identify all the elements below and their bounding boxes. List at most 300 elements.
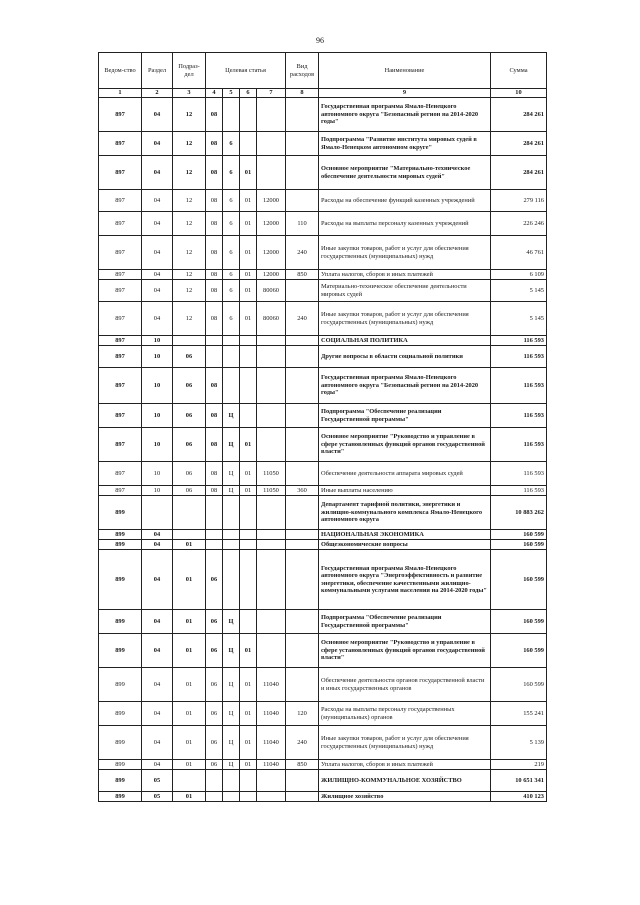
cell-podrazdel: 06: [173, 486, 206, 496]
cell-vid-rashodov: 120: [286, 702, 319, 726]
cell-celevaya-4: [257, 336, 286, 346]
cell-vid-rashodov: 360: [286, 486, 319, 496]
cell-vedomstvo: 899: [99, 550, 142, 610]
header-celevaya-statya: Целевая статья: [206, 53, 286, 89]
cell-celevaya-1: [206, 346, 223, 368]
cell-summa: 284 261: [491, 98, 547, 132]
cell-celevaya-4: [257, 156, 286, 190]
cell-naimenovanie: Государственная программа Ямало-Ненецкого автономного округа "Энергоэффективность и развитие энергетики, обеспечение качественными жилищно-коммунальными услугами населения на 2014-2020 годы": [319, 550, 491, 610]
cell-vedomstvo: 899: [99, 540, 142, 550]
cell-celevaya-3: 01: [240, 486, 257, 496]
cell-celevaya-3: [240, 336, 257, 346]
cell-vid-rashodov: [286, 550, 319, 610]
cell-naimenovanie: Государственная программа Ямало-Ненецкого автономного округа "Безопасный регион на 2014-2020 годы": [319, 368, 491, 404]
column-index: 4: [206, 89, 223, 98]
cell-celevaya-1: 08: [206, 156, 223, 190]
cell-summa: 160 599: [491, 530, 547, 540]
cell-vid-rashodov: [286, 770, 319, 792]
cell-celevaya-4: [257, 404, 286, 428]
header-vedomstvo: Ведом-ство: [99, 53, 142, 89]
cell-celevaya-3: [240, 98, 257, 132]
cell-vid-rashodov: [286, 634, 319, 668]
table-row: [99, 792, 547, 802]
cell-naimenovanie: Обеспечение деятельности органов государственной власти и иных государственных органов: [319, 668, 491, 702]
cell-celevaya-3: [240, 770, 257, 792]
cell-vid-rashodov: [286, 496, 319, 530]
cell-celevaya-3: 01: [240, 280, 257, 302]
cell-celevaya-4: [257, 496, 286, 530]
cell-celevaya-4: [257, 792, 286, 802]
cell-naimenovanie: Жилищное хозяйство: [319, 792, 491, 802]
cell-podrazdel: 12: [173, 132, 206, 156]
cell-podrazdel: [173, 336, 206, 346]
cell-celevaya-3: 01: [240, 270, 257, 280]
column-index: 1: [99, 89, 142, 98]
cell-celevaya-2: Ц: [223, 428, 240, 462]
cell-naimenovanie: Обеспечение деятельности аппарата мировых судей: [319, 462, 491, 486]
cell-vid-rashodov: [286, 530, 319, 540]
cell-podrazdel: 12: [173, 212, 206, 236]
cell-naimenovanie: Расходы на обеспечение функций казенных учреждений: [319, 190, 491, 212]
cell-naimenovanie: НАЦИОНАЛЬНАЯ ЭКОНОМИКА: [319, 530, 491, 540]
column-index: 3: [173, 89, 206, 98]
cell-vedomstvo: 897: [99, 346, 142, 368]
cell-celevaya-1: 08: [206, 428, 223, 462]
table-row: [99, 540, 547, 550]
cell-celevaya-2: 6: [223, 156, 240, 190]
cell-vid-rashodov: 240: [286, 302, 319, 336]
cell-vid-rashodov: [286, 540, 319, 550]
cell-vedomstvo: 897: [99, 302, 142, 336]
cell-vid-rashodov: [286, 792, 319, 802]
cell-summa: 6 109: [491, 270, 547, 280]
cell-celevaya-2: [223, 550, 240, 610]
cell-naimenovanie: Общеэкономические вопросы: [319, 540, 491, 550]
cell-celevaya-2: Ц: [223, 702, 240, 726]
cell-vedomstvo: 897: [99, 236, 142, 270]
cell-summa: 160 599: [491, 634, 547, 668]
cell-celevaya-1: [206, 496, 223, 530]
cell-podrazdel: 12: [173, 302, 206, 336]
cell-vedomstvo: 897: [99, 212, 142, 236]
cell-celevaya-4: [257, 540, 286, 550]
table-row: [99, 634, 547, 668]
column-index: 8: [286, 89, 319, 98]
cell-podrazdel: 06: [173, 404, 206, 428]
cell-podrazdel: 06: [173, 368, 206, 404]
cell-celevaya-2: Ц: [223, 634, 240, 668]
cell-podrazdel: [173, 496, 206, 530]
cell-naimenovanie: Иные выплаты населению: [319, 486, 491, 496]
column-index: 6: [240, 89, 257, 98]
cell-celevaya-4: 12000: [257, 190, 286, 212]
cell-celevaya-4: 12000: [257, 270, 286, 280]
page-number: 96: [316, 36, 324, 45]
table-row: [99, 270, 547, 280]
cell-celevaya-3: 01: [240, 702, 257, 726]
table-row: [99, 610, 547, 634]
cell-naimenovanie: Уплата налогов, сборов и иных платежей: [319, 270, 491, 280]
cell-razdel: 10: [142, 428, 173, 462]
cell-vedomstvo: 897: [99, 280, 142, 302]
table-row: [99, 702, 547, 726]
table-row: [99, 302, 547, 336]
cell-vid-rashodov: [286, 610, 319, 634]
cell-vedomstvo: 897: [99, 462, 142, 486]
cell-podrazdel: 12: [173, 270, 206, 280]
cell-naimenovanie: Государственная программа Ямало-Ненецкого автономного округа "Безопасный регион на 2014-2020 годы": [319, 98, 491, 132]
cell-summa: 5 145: [491, 302, 547, 336]
cell-celevaya-1: 08: [206, 404, 223, 428]
cell-razdel: 04: [142, 302, 173, 336]
cell-summa: 116 593: [491, 486, 547, 496]
cell-podrazdel: 12: [173, 280, 206, 302]
cell-vid-rashodov: [286, 190, 319, 212]
cell-celevaya-1: 08: [206, 212, 223, 236]
cell-razdel: 04: [142, 280, 173, 302]
cell-celevaya-2: [223, 496, 240, 530]
cell-razdel: 04: [142, 530, 173, 540]
cell-razdel: 10: [142, 462, 173, 486]
cell-summa: 46 761: [491, 236, 547, 270]
cell-vid-rashodov: [286, 462, 319, 486]
cell-celevaya-2: 6: [223, 302, 240, 336]
cell-naimenovanie: Расходы на выплаты персоналу казенных учреждений: [319, 212, 491, 236]
cell-naimenovanie: Иные закупки товаров, работ и услуг для обеспечения государственных (муниципальных) нужд: [319, 236, 491, 270]
cell-summa: 410 123: [491, 792, 547, 802]
cell-naimenovanie: Другие вопросы в области социальной политики: [319, 346, 491, 368]
cell-razdel: 04: [142, 702, 173, 726]
cell-summa: 160 599: [491, 610, 547, 634]
table-row: [99, 132, 547, 156]
cell-celevaya-3: [240, 132, 257, 156]
cell-celevaya-3: [240, 368, 257, 404]
header-summa: Сумма: [491, 53, 547, 89]
cell-celevaya-1: 06: [206, 726, 223, 760]
cell-naimenovanie: ЖИЛИЩНО-КОММУНАЛЬНОЕ ХОЗЯЙСТВО: [319, 770, 491, 792]
cell-podrazdel: 01: [173, 760, 206, 770]
table-row: [99, 428, 547, 462]
cell-vedomstvo: 897: [99, 486, 142, 496]
column-index: 7: [257, 89, 286, 98]
cell-celevaya-2: Ц: [223, 486, 240, 496]
cell-naimenovanie: Подпрограмма "Развитие института мировых судей в Ямало-Ненецком автономном округе": [319, 132, 491, 156]
cell-razdel: 04: [142, 132, 173, 156]
cell-celevaya-3: [240, 540, 257, 550]
cell-vid-rashodov: [286, 428, 319, 462]
column-index: 10: [491, 89, 547, 98]
table-row: [99, 726, 547, 760]
table-row: [99, 550, 547, 610]
cell-podrazdel: 01: [173, 668, 206, 702]
cell-naimenovanie: Подпрограмма "Обеспечение реализации Государственной программы": [319, 404, 491, 428]
cell-celevaya-2: Ц: [223, 726, 240, 760]
column-index: 5: [223, 89, 240, 98]
cell-razdel: 04: [142, 236, 173, 270]
cell-vid-rashodov: [286, 346, 319, 368]
cell-vedomstvo: 897: [99, 190, 142, 212]
cell-celevaya-2: [223, 530, 240, 540]
cell-razdel: 04: [142, 668, 173, 702]
cell-summa: 284 261: [491, 132, 547, 156]
budget-table: [98, 52, 547, 802]
cell-vedomstvo: 899: [99, 496, 142, 530]
cell-summa: 116 593: [491, 462, 547, 486]
cell-naimenovanie: Основное мероприятие "Руководство и управление в сфере установленных функций органов государственной власти": [319, 634, 491, 668]
cell-celevaya-4: 11040: [257, 726, 286, 760]
header-naimenovanie: Наименование: [319, 53, 491, 89]
cell-celevaya-4: [257, 550, 286, 610]
cell-celevaya-3: 01: [240, 760, 257, 770]
cell-celevaya-4: [257, 132, 286, 156]
table-row: [99, 190, 547, 212]
table-row: [99, 770, 547, 792]
cell-vedomstvo: 899: [99, 530, 142, 540]
cell-razdel: 10: [142, 368, 173, 404]
cell-celevaya-4: [257, 346, 286, 368]
cell-razdel: 04: [142, 610, 173, 634]
cell-podrazdel: 06: [173, 346, 206, 368]
cell-celevaya-1: 06: [206, 610, 223, 634]
cell-summa: 116 593: [491, 346, 547, 368]
cell-vedomstvo: 899: [99, 702, 142, 726]
cell-vid-rashodov: 850: [286, 270, 319, 280]
cell-celevaya-4: 80060: [257, 302, 286, 336]
cell-vedomstvo: 899: [99, 610, 142, 634]
cell-vid-rashodov: 850: [286, 760, 319, 770]
cell-naimenovanie: Иные закупки товаров, работ и услуг для обеспечения государственных (муниципальных) нужд: [319, 726, 491, 760]
cell-vid-rashodov: [286, 668, 319, 702]
cell-celevaya-3: 01: [240, 634, 257, 668]
cell-podrazdel: 01: [173, 726, 206, 760]
cell-celevaya-1: [206, 770, 223, 792]
cell-celevaya-4: [257, 610, 286, 634]
cell-celevaya-1: 08: [206, 368, 223, 404]
cell-celevaya-1: 06: [206, 702, 223, 726]
cell-summa: 5 139: [491, 726, 547, 760]
cell-razdel: 04: [142, 212, 173, 236]
cell-razdel: 10: [142, 404, 173, 428]
cell-razdel: 04: [142, 270, 173, 280]
cell-naimenovanie: Расходы на выплаты персоналу государственных (муниципальных) органов: [319, 702, 491, 726]
cell-celevaya-3: [240, 550, 257, 610]
table-row: [99, 280, 547, 302]
cell-celevaya-1: [206, 530, 223, 540]
cell-celevaya-4: [257, 428, 286, 462]
cell-celevaya-3: [240, 404, 257, 428]
cell-razdel: 04: [142, 760, 173, 770]
cell-razdel: 04: [142, 726, 173, 760]
cell-celevaya-1: 08: [206, 486, 223, 496]
table-row: [99, 760, 547, 770]
cell-summa: 116 593: [491, 368, 547, 404]
cell-celevaya-3: 01: [240, 726, 257, 760]
cell-vedomstvo: 897: [99, 132, 142, 156]
cell-celevaya-1: 08: [206, 98, 223, 132]
cell-summa: 5 145: [491, 280, 547, 302]
cell-summa: 160 599: [491, 550, 547, 610]
cell-naimenovanie: СОЦИАЛЬНАЯ ПОЛИТИКА: [319, 336, 491, 346]
cell-naimenovanie: Основное мероприятие "Руководство и управление в сфере установленных функций органов государственной власти": [319, 428, 491, 462]
cell-podrazdel: 01: [173, 550, 206, 610]
cell-celevaya-4: 11050: [257, 486, 286, 496]
cell-vid-rashodov: [286, 280, 319, 302]
cell-celevaya-1: 06: [206, 550, 223, 610]
cell-celevaya-4: [257, 530, 286, 540]
cell-podrazdel: [173, 530, 206, 540]
cell-vedomstvo: 897: [99, 404, 142, 428]
cell-podrazdel: 06: [173, 428, 206, 462]
cell-vedomstvo: 897: [99, 428, 142, 462]
cell-razdel: 04: [142, 634, 173, 668]
cell-celevaya-1: 08: [206, 190, 223, 212]
table-row: [99, 404, 547, 428]
cell-celevaya-3: 01: [240, 428, 257, 462]
cell-celevaya-3: [240, 496, 257, 530]
cell-naimenovanie: Основное мероприятие "Материально-техническое обеспечение деятельности мировых судей": [319, 156, 491, 190]
cell-celevaya-2: [223, 98, 240, 132]
cell-vid-rashodov: 240: [286, 236, 319, 270]
cell-razdel: 04: [142, 98, 173, 132]
header-razdel: Раздел: [142, 53, 173, 89]
cell-celevaya-2: Ц: [223, 760, 240, 770]
cell-vid-rashodov: 110: [286, 212, 319, 236]
cell-vedomstvo: 897: [99, 368, 142, 404]
cell-celevaya-2: 6: [223, 212, 240, 236]
cell-vedomstvo: 899: [99, 770, 142, 792]
cell-podrazdel: 06: [173, 462, 206, 486]
cell-naimenovanie: Уплата налогов, сборов и иных платежей: [319, 760, 491, 770]
cell-vedomstvo: 899: [99, 668, 142, 702]
cell-celevaya-4: 11040: [257, 702, 286, 726]
cell-vid-rashodov: 240: [286, 726, 319, 760]
cell-celevaya-4: 11040: [257, 668, 286, 702]
cell-celevaya-4: [257, 98, 286, 132]
cell-celevaya-2: [223, 368, 240, 404]
cell-summa: 219: [491, 760, 547, 770]
cell-vedomstvo: 899: [99, 760, 142, 770]
cell-celevaya-4: [257, 634, 286, 668]
cell-vedomstvo: 899: [99, 726, 142, 760]
cell-podrazdel: 01: [173, 540, 206, 550]
cell-naimenovanie: Иные закупки товаров, работ и услуг для обеспечения государственных (муниципальных) нужд: [319, 302, 491, 336]
cell-vid-rashodov: [286, 156, 319, 190]
cell-celevaya-4: 11050: [257, 462, 286, 486]
cell-podrazdel: [173, 770, 206, 792]
cell-naimenovanie: Материально-техническое обеспечение деятельности мировых судей: [319, 280, 491, 302]
cell-celevaya-4: 12000: [257, 212, 286, 236]
cell-celevaya-3: [240, 530, 257, 540]
cell-celevaya-3: 01: [240, 212, 257, 236]
cell-celevaya-1: 06: [206, 760, 223, 770]
cell-summa: 10 651 341: [491, 770, 547, 792]
cell-celevaya-1: [206, 540, 223, 550]
cell-celevaya-1: 06: [206, 668, 223, 702]
cell-celevaya-1: [206, 336, 223, 346]
cell-celevaya-1: 08: [206, 462, 223, 486]
cell-summa: 116 593: [491, 336, 547, 346]
cell-celevaya-3: [240, 346, 257, 368]
table-row: [99, 462, 547, 486]
cell-celevaya-3: [240, 610, 257, 634]
cell-vid-rashodov: [286, 132, 319, 156]
table-row: [99, 368, 547, 404]
table-row: [99, 496, 547, 530]
cell-celevaya-3: 01: [240, 668, 257, 702]
cell-naimenovanie: Подпрограмма "Обеспечение реализации Государственной программы": [319, 610, 491, 634]
cell-celevaya-4: [257, 770, 286, 792]
cell-vedomstvo: 899: [99, 634, 142, 668]
cell-celevaya-2: 6: [223, 132, 240, 156]
cell-celevaya-2: [223, 792, 240, 802]
cell-celevaya-1: 06: [206, 634, 223, 668]
cell-celevaya-2: [223, 336, 240, 346]
cell-celevaya-2: 6: [223, 236, 240, 270]
cell-razdel: 04: [142, 190, 173, 212]
cell-razdel: 04: [142, 156, 173, 190]
cell-celevaya-3: 01: [240, 236, 257, 270]
column-index-row: [99, 89, 547, 98]
cell-summa: 155 241: [491, 702, 547, 726]
cell-celevaya-2: Ц: [223, 462, 240, 486]
cell-celevaya-3: 01: [240, 190, 257, 212]
cell-summa: 160 599: [491, 668, 547, 702]
table-row: [99, 668, 547, 702]
cell-celevaya-2: 6: [223, 280, 240, 302]
cell-razdel: 05: [142, 770, 173, 792]
cell-celevaya-2: [223, 346, 240, 368]
table-row: [99, 236, 547, 270]
cell-summa: 10 883 262: [491, 496, 547, 530]
cell-razdel: 04: [142, 540, 173, 550]
cell-celevaya-2: 6: [223, 270, 240, 280]
cell-celevaya-1: 08: [206, 236, 223, 270]
header-vid-rashodov: Вид расходов: [286, 53, 319, 89]
table-header: [99, 53, 547, 89]
cell-podrazdel: 12: [173, 156, 206, 190]
cell-podrazdel: 01: [173, 634, 206, 668]
cell-vedomstvo: 897: [99, 336, 142, 346]
cell-razdel: 10: [142, 486, 173, 496]
cell-summa: 279 116: [491, 190, 547, 212]
cell-vid-rashodov: [286, 368, 319, 404]
table-row: [99, 486, 547, 496]
cell-celevaya-1: 08: [206, 270, 223, 280]
cell-celevaya-4: 12000: [257, 236, 286, 270]
cell-celevaya-2: [223, 540, 240, 550]
cell-podrazdel: 12: [173, 190, 206, 212]
column-index: 9: [319, 89, 491, 98]
cell-vid-rashodov: [286, 336, 319, 346]
cell-summa: 284 261: [491, 156, 547, 190]
cell-podrazdel: 01: [173, 792, 206, 802]
cell-celevaya-1: [206, 792, 223, 802]
cell-celevaya-3: 01: [240, 462, 257, 486]
cell-podrazdel: 01: [173, 702, 206, 726]
cell-celevaya-1: 08: [206, 132, 223, 156]
table-row: [99, 98, 547, 132]
header-podrazdel: Подраз-дел: [173, 53, 206, 89]
cell-vedomstvo: 897: [99, 156, 142, 190]
cell-podrazdel: 01: [173, 610, 206, 634]
cell-vedomstvo: 897: [99, 98, 142, 132]
cell-celevaya-1: 08: [206, 302, 223, 336]
cell-summa: 226 246: [491, 212, 547, 236]
cell-summa: 116 593: [491, 404, 547, 428]
cell-celevaya-2: Ц: [223, 404, 240, 428]
cell-podrazdel: 12: [173, 98, 206, 132]
cell-celevaya-3: [240, 792, 257, 802]
